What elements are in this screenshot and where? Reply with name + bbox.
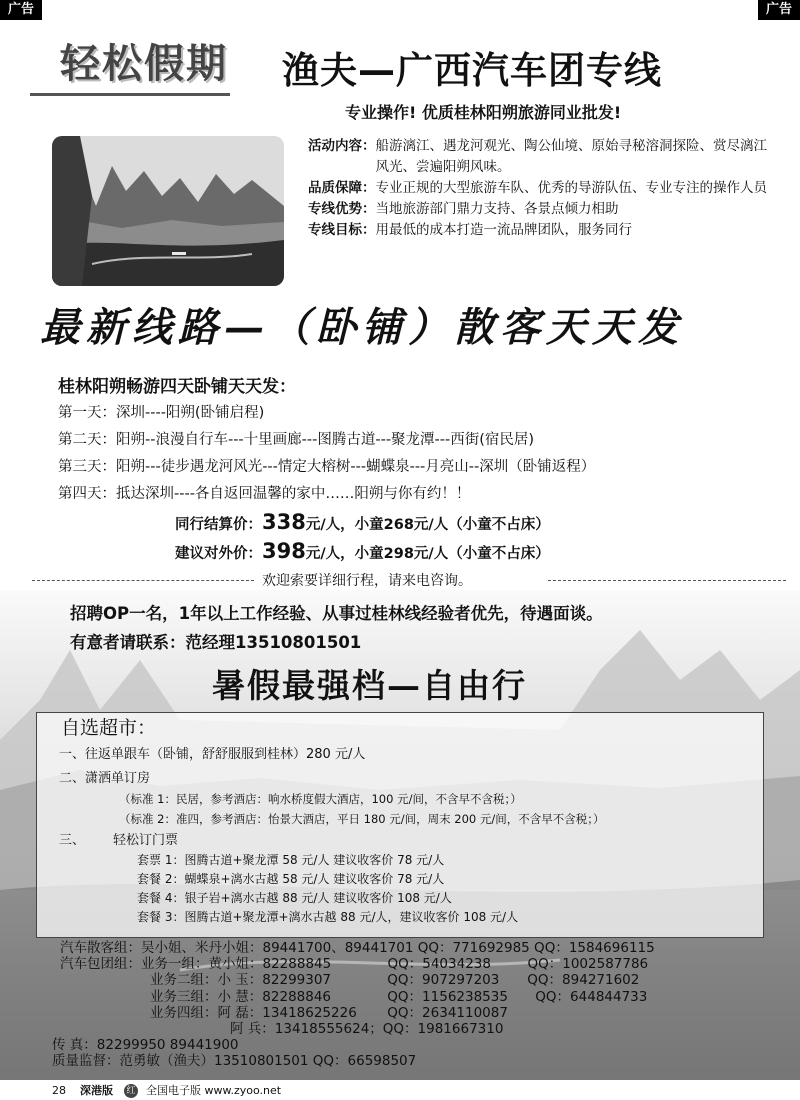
contact-group-qq: QQ：54034238	[387, 956, 491, 973]
ticket-option-number: 三、	[59, 833, 86, 848]
ticket-package: 套餐 4：银子岩+漓水古越 88 元/人 建议收客价 108 元/人	[137, 891, 452, 905]
contact-group-2	[60, 972, 655, 988]
ticket-option: 轻松订门票	[113, 833, 179, 848]
itinerary-day-3: 第三天：阳朔---徒步遇龙河风光---情定大榕树---蝴蝶泉---月亮山--深圳（卧铺返程）	[58, 459, 596, 475]
contact-group-name: 业务二组：小 玉：	[150, 972, 263, 989]
hotel-standard-1: （标准 1：民居，参考酒店：响水桥度假大酒店，100 元/间，不含早不含税；）	[119, 792, 522, 806]
contact-group-qq2: QQ：1002587786	[527, 956, 649, 973]
bus-option: 一、往返单跟车（卧铺，舒舒服服到桂林）280 元/人	[59, 747, 366, 762]
contacts-block	[52, 940, 655, 1070]
divider-left	[32, 580, 254, 581]
contact-group-qq: QQ：907297203	[387, 972, 500, 989]
contact-sanke-label: 汽车散客组：	[60, 940, 141, 956]
feature-goal-text: 用最低的成本打造一流品牌团队，服务同行	[375, 222, 632, 238]
contact-group-phone: 82299307	[262, 972, 332, 989]
contact-group-qq: QQ：1156238535	[387, 988, 508, 1005]
itinerary-title: 桂林阳朔畅游四天卧铺天天发：	[58, 377, 296, 397]
itinerary-day-1: 第一天：深圳----阳朔(卧铺启程)	[58, 405, 265, 421]
logo-underline	[30, 93, 230, 96]
itinerary-days	[58, 400, 595, 508]
contact-qc-text: 范勇敏（渔夫）13510801501 QQ：66598507	[119, 1053, 417, 1070]
contact-group-name: 业务一组：黄小姐：	[141, 956, 263, 973]
contact-sanke	[60, 940, 655, 956]
ad-tag-left: 广告	[0, 0, 42, 20]
page-footer	[0, 1082, 800, 1100]
ticket-package: 套餐 2：蝴蝶泉+漓水古越 58 元/人 建议收客价 78 元/人	[137, 872, 445, 886]
self-select-box	[36, 712, 764, 938]
logo-text: 轻松假期	[60, 40, 228, 87]
route-headline: 最新线路—（卧铺）散客天天发	[40, 304, 684, 351]
subtitle: 专业操作! 优质桂林阳朔旅游同业批发!	[345, 103, 622, 122]
contact-group-name: 业务三组：小 慧：	[150, 988, 263, 1005]
ticket-package: 套餐 3：图腾古道+聚龙潭+漓水古越 88 元/人，建议收客价 108 元/人	[137, 910, 519, 924]
feature-advantage	[308, 199, 778, 220]
ticket-package: 套票 1：图腾古道+聚龙潭 58 元/人 建议收客价 78 元/人	[137, 853, 445, 867]
hotel-standard-2: （标准 2：准四，参考酒店：怡景大酒店，平日 180 元/间，周末 200 元/间，不含早不含税；）	[119, 812, 605, 826]
feature-activity-text: 船游漓江、遇龙河观光、陶公仙境、原始寻秘溶洞探险、赏尽漓江风光、尝遍阳朔风味。	[375, 138, 767, 175]
contact-group-phone: 82288846	[262, 988, 332, 1005]
contact-baotuan-label: 汽车包团组：	[60, 956, 141, 973]
retail-price-row	[175, 539, 550, 563]
contact-group-3	[60, 989, 655, 1005]
contact-group-4	[60, 1005, 655, 1021]
contact-group-qq: QQ：2634110087	[387, 1004, 508, 1021]
itinerary-day-2: 第二天：阳朔--浪漫自行车---十里画廊---图腾古道---聚龙潭---西街(宿民居)	[58, 432, 535, 448]
retail-price-label: 建议对外价：	[175, 546, 262, 562]
contact-group-phone: 13418625226	[262, 1004, 357, 1021]
contact-group-qq: QQ：1981667310	[382, 1021, 504, 1038]
contact-group-name: 业务四组：阿 磊：	[150, 1004, 263, 1021]
contact-group-1	[60, 956, 655, 972]
landscape-photo	[52, 136, 284, 286]
trade-price-row	[175, 510, 550, 534]
main-title: 渔夫—广西汽车团专线	[282, 49, 662, 92]
contact-fax-label: 传 真：	[52, 1037, 97, 1054]
feature-advantage-text: 当地旅游部门鼎力支持、各景点倾力相助	[375, 201, 619, 217]
feature-quality	[308, 178, 778, 199]
recruit-notice: 招聘OP一名，1年以上工作经验、从事过桂林线经验者优先，待遇面谈。	[70, 604, 603, 623]
divider-right	[548, 580, 786, 581]
feature-goal-label: 专线目标：	[308, 222, 376, 238]
contact-qc-label: 质量监督：	[52, 1053, 120, 1070]
trade-price-value: 338	[262, 510, 306, 534]
feature-list	[308, 136, 778, 241]
contact-fax	[52, 1037, 655, 1053]
brand-logo	[30, 32, 245, 102]
retail-price-value: 398	[262, 539, 306, 563]
itinerary-day-4: 第四天：抵达深圳----各自返回温馨的家中……阳朔与你有约！！	[58, 486, 471, 502]
retail-price-suffix: 元/人，小童298元/人（小童不占床）	[305, 546, 550, 562]
feature-activity	[308, 136, 778, 178]
feature-quality-label: 品质保障：	[308, 180, 376, 196]
ad-tag-right: 广告	[758, 0, 800, 20]
summer-headline: 暑假最强档—自由行	[212, 666, 527, 705]
self-select-title: 自选超市：	[61, 717, 157, 739]
contact-sanke-text: 吴小姐、米丹小姐：89441700、89441701 QQ：771692985 QQ：1584696115	[141, 940, 655, 956]
feature-advantage-label: 专线优势：	[308, 201, 376, 217]
edition-label: 深港版	[80, 1084, 113, 1097]
karst-landscape-illustration	[52, 136, 284, 286]
hotel-option: 二、潇洒单订房	[59, 771, 151, 786]
page-number: 28	[52, 1084, 66, 1097]
feature-quality-text: 专业正规的大型旅游车队、优秀的导游队伍、专业专注的操作人员	[375, 180, 767, 196]
inquiry-text: 欢迎索要详细行程，请来电咨询。	[262, 573, 472, 589]
trade-price-suffix: 元/人，小童268元/人（小童不占床）	[305, 517, 550, 533]
contact-group-phone: 82288845	[262, 956, 332, 973]
trade-price-label: 同行结算价：	[175, 517, 262, 533]
contact-group-5	[60, 1021, 655, 1037]
feature-activity-label: 活动内容：	[308, 138, 376, 154]
contact-group-qq2: QQ：644844733	[535, 988, 648, 1005]
recruit-contact: 有意者请联系：范经理13510801501	[70, 633, 362, 652]
feature-goal	[308, 220, 778, 241]
contact-group-name: 阿 兵：	[230, 1021, 275, 1038]
edition-badge-icon: 红	[124, 1084, 138, 1098]
contact-group-qq2: QQ：894271602	[527, 972, 640, 989]
contact-qc	[52, 1053, 655, 1069]
website-link[interactable]: 全国电子版 www.zyoo.net	[146, 1084, 282, 1097]
contact-group-phone: 13418555624；	[274, 1021, 383, 1038]
contact-fax-text: 82299950 89441900	[96, 1037, 239, 1054]
